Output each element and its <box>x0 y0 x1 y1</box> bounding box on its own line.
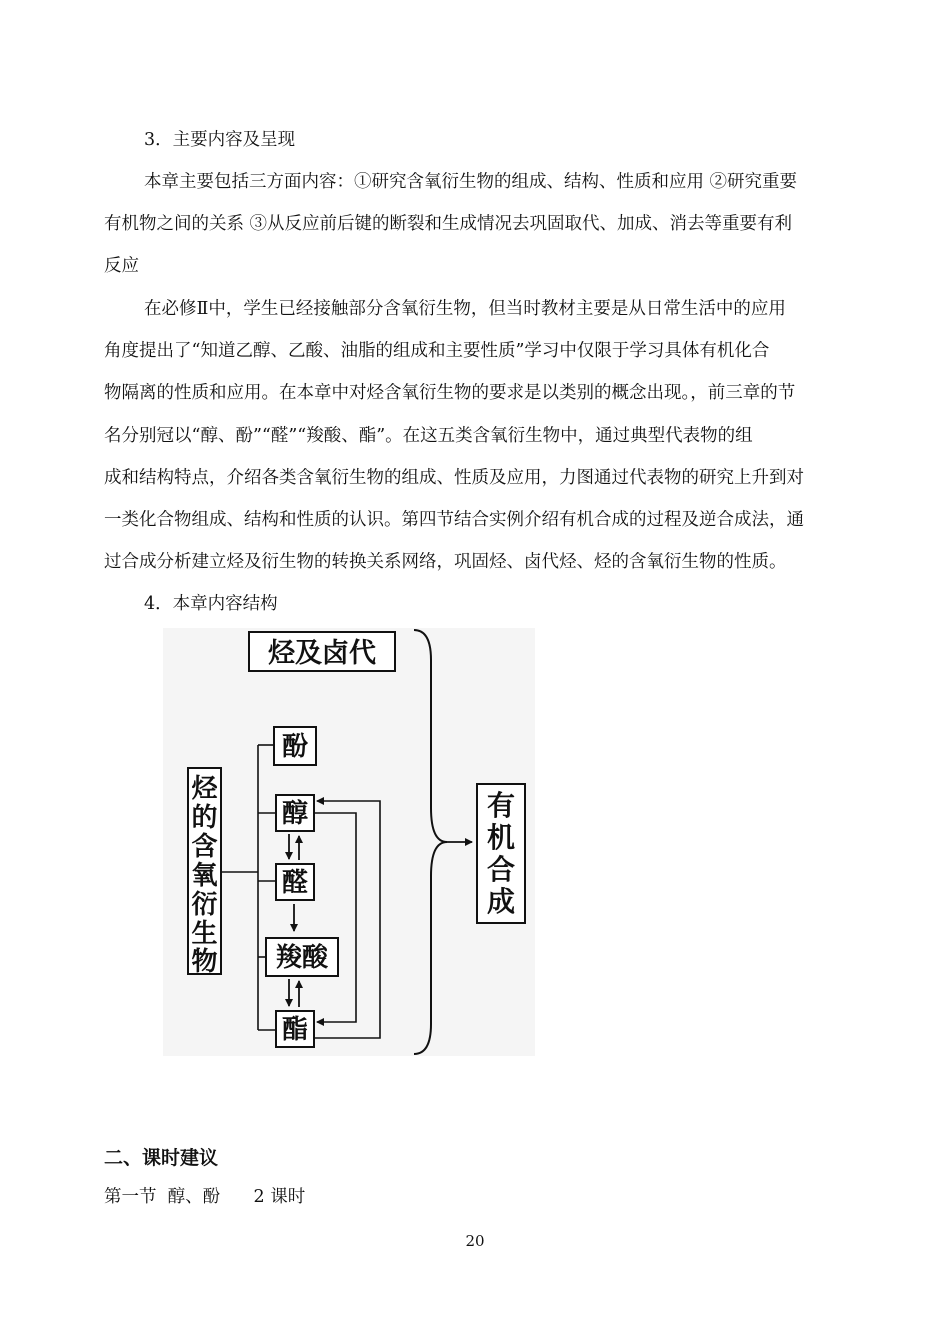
para2-line5: 成和结构特点，介绍各类含氧衍生物的组成、性质及应用，力图通过代表物的研究上升到对 <box>104 468 804 488</box>
left-box-char-6: 生 <box>191 919 218 949</box>
right-box-char-2: 机 <box>486 821 516 854</box>
left-box-char-1: 烃 <box>191 774 218 804</box>
right-box-char-3: 合 <box>486 853 516 886</box>
para2-line7: 过合成分析建立烃及衍生物的转换关系网络，巩固烃、卤代烃、烃的含氧衍生物的性质。 <box>104 552 787 572</box>
section3-heading: 3．主要内容及呈现 <box>144 130 296 150</box>
para1-line1: 本章主要包括三方面内容：①研究含氧衍生物的组成、结构、性质和应用 ②研究重要 <box>144 172 798 192</box>
phenol-label: 酚 <box>281 732 309 762</box>
para2-line6: 一类化合物组成、结构和性质的认识。第四节结合实例介绍有机合成的过程及逆合成法，通 <box>104 510 804 530</box>
para2-line1: 在必修Ⅱ中，学生已经接触部分含氧衍生物，但当时教材主要是从日常生活中的应用 <box>144 299 786 319</box>
left-box-char-7: 物 <box>191 947 218 977</box>
content-structure-diagram <box>160 624 540 1060</box>
para2-line3: 物隔离的性质和应用。在本章中对烃含氧衍生物的要求是以类别的概念出现。，前三章的节 <box>104 383 796 403</box>
aldehyde-label: 醛 <box>281 868 309 898</box>
alcohol-label: 醇 <box>281 799 309 829</box>
para2-line4: 名分别冠以“醇、酚”“醛”“羧酸、酯”。在这五类含氧衍生物中，通过典型代表物的组 <box>104 426 753 446</box>
ester-label: 酯 <box>281 1015 309 1045</box>
para1-line2: 有机物之间的关系 ③从反应前后键的断裂和生成情况去巩固取代、加成、消去等重要有利 <box>104 214 793 234</box>
acid-label: 羧酸 <box>275 943 329 973</box>
para1-line3: 反应 <box>104 256 139 276</box>
left-box-char-2: 的 <box>191 803 218 833</box>
lesson-suggestion-line: 第一节 醇、酚 2 课时 <box>104 1187 306 1207</box>
left-box-char-5: 衍 <box>191 890 218 920</box>
left-box-char-3: 含 <box>191 832 218 862</box>
para2-line2: 角度提出了“知道乙醇、乙酸、油脂的组成和主要性质”学习中仅限于学习具体有机化合 <box>104 341 770 361</box>
page-number: 20 <box>465 1232 485 1250</box>
top-box-label: 烃及卤代 <box>268 638 376 669</box>
right-box-char-4: 成 <box>486 885 516 918</box>
section4-heading: 4．本章内容结构 <box>144 594 278 614</box>
left-box-char-4: 氧 <box>191 861 218 891</box>
right-box-char-1: 有 <box>486 789 516 822</box>
section-two-heading: 二、课时建议 <box>104 1147 219 1169</box>
